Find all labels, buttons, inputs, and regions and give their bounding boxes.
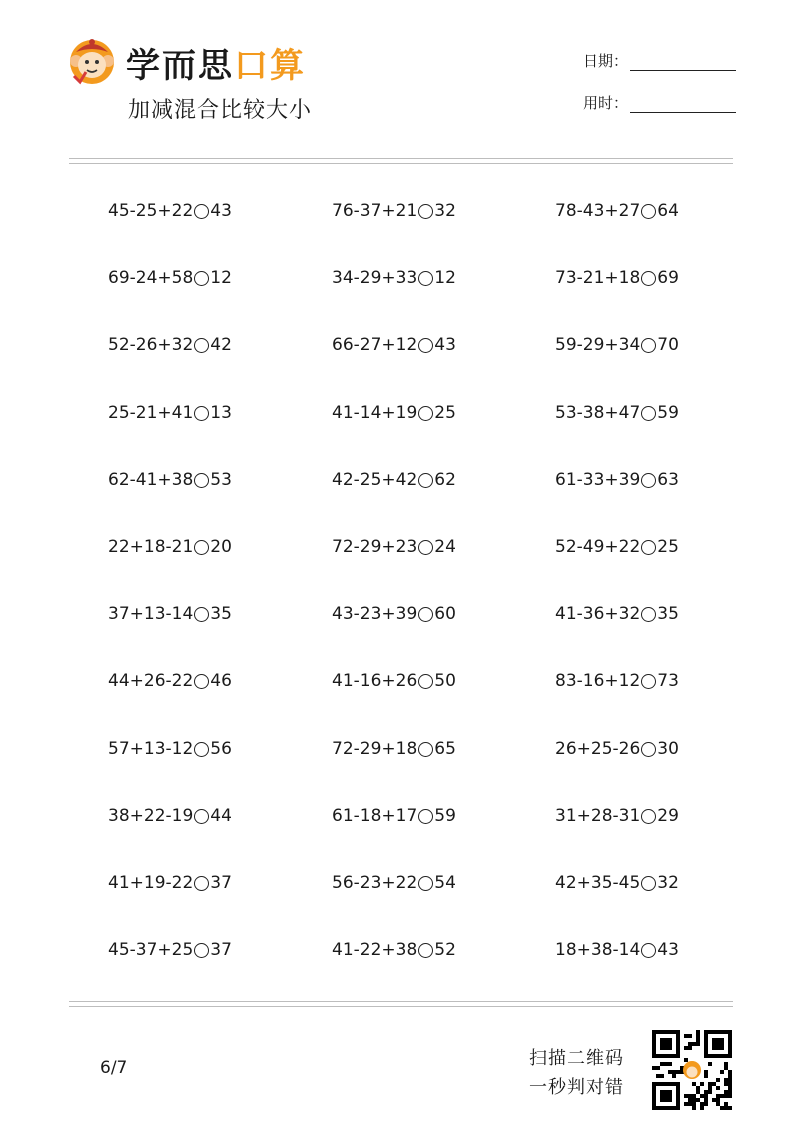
problem-compare-value: 44 xyxy=(210,805,232,826)
answer-circle[interactable] xyxy=(641,674,656,689)
problem-compare-value: 24 xyxy=(434,537,456,557)
divider-bottom-2 xyxy=(69,1006,733,1007)
problem-item xyxy=(555,267,679,289)
problem-compare-value: 32 xyxy=(434,201,456,221)
problem-compare-value: 54 xyxy=(434,873,456,893)
brand-accent: 口算 xyxy=(234,46,306,86)
problem-expression: 44+26-22 xyxy=(108,671,194,692)
problem-compare-value: 60 xyxy=(434,604,456,625)
brand-main: 学而思 xyxy=(126,46,234,86)
problem-expression: 34-29+33 xyxy=(332,268,418,289)
problem-compare-value: 35 xyxy=(657,604,679,625)
answer-circle[interactable] xyxy=(194,607,209,622)
problem-item xyxy=(332,402,456,424)
answer-circle[interactable] xyxy=(194,271,209,286)
problem-compare-value: 56 xyxy=(210,738,232,759)
answer-circle[interactable] xyxy=(641,943,656,958)
scan-text-line1: 扫描二维码 xyxy=(529,1048,624,1069)
worksheet-title: 加减混合比较大小 xyxy=(128,98,313,123)
problem-expression: 37+13-14 xyxy=(108,604,194,625)
problem-compare-value: 12 xyxy=(434,268,456,289)
problem-item xyxy=(332,805,456,827)
problem-item xyxy=(332,267,456,289)
answer-circle[interactable] xyxy=(641,540,656,555)
problem-item xyxy=(555,603,679,625)
problem-expression: 52-49+22 xyxy=(555,537,641,557)
problem-expression: 38+22-19 xyxy=(108,805,194,826)
problem-expression: 66-27+12 xyxy=(332,335,418,356)
problem-item xyxy=(108,536,232,558)
divider-top-2 xyxy=(69,163,733,164)
problem-expression: 41-36+32 xyxy=(555,604,641,625)
answer-circle[interactable] xyxy=(418,473,433,488)
problem-item xyxy=(108,939,232,961)
problem-item xyxy=(332,536,456,558)
problem-expression: 72-29+23 xyxy=(332,537,418,557)
problem-item xyxy=(108,267,232,289)
brand-title xyxy=(126,38,306,87)
problem-item xyxy=(332,738,456,760)
answer-circle[interactable] xyxy=(641,204,656,219)
problem-compare-value: 43 xyxy=(657,940,679,961)
problem-expression: 45-25+22 xyxy=(108,201,194,221)
problem-expression: 22+18-21 xyxy=(108,537,194,557)
problem-compare-value: 35 xyxy=(210,604,232,625)
answer-circle[interactable] xyxy=(418,674,433,689)
time-label: 用时： xyxy=(583,94,629,112)
problem-expression: 56-23+22 xyxy=(332,873,418,893)
problem-item xyxy=(555,334,679,356)
divider-bottom xyxy=(69,1001,733,1002)
problem-item xyxy=(108,603,232,625)
problem-compare-value: 69 xyxy=(657,268,679,289)
problem-compare-value: 12 xyxy=(210,268,232,289)
answer-circle[interactable] xyxy=(194,809,209,824)
problem-item xyxy=(108,738,232,760)
problem-expression: 42-25+42 xyxy=(332,469,418,490)
problem-expression: 69-24+58 xyxy=(108,268,194,289)
answer-circle[interactable] xyxy=(418,540,433,555)
problem-compare-value: 53 xyxy=(210,469,232,490)
answer-circle[interactable] xyxy=(194,406,209,421)
problem-item xyxy=(108,402,232,424)
problem-item xyxy=(108,334,232,356)
answer-circle[interactable] xyxy=(194,338,209,353)
problem-item xyxy=(555,536,679,558)
problem-expression: 59-29+34 xyxy=(555,335,641,356)
problem-item xyxy=(332,200,456,222)
page-number: 6/7 xyxy=(100,1058,128,1078)
problem-item xyxy=(108,670,232,692)
monkey-logo-icon xyxy=(66,34,118,86)
problem-compare-value: 65 xyxy=(434,738,456,759)
answer-circle[interactable] xyxy=(641,338,656,353)
problem-item xyxy=(555,469,679,491)
problem-item xyxy=(332,872,456,894)
problem-compare-value: 43 xyxy=(210,201,232,221)
problem-expression: 76-37+21 xyxy=(332,201,418,221)
problem-compare-value: 52 xyxy=(434,940,456,961)
answer-circle[interactable] xyxy=(418,809,433,824)
divider-top xyxy=(69,158,733,159)
problem-expression: 43-23+39 xyxy=(332,604,418,625)
problem-item xyxy=(332,670,456,692)
problem-expression: 41+19-22 xyxy=(108,873,194,893)
date-label: 日期： xyxy=(583,52,629,70)
problem-compare-value: 42 xyxy=(210,335,232,356)
answer-circle[interactable] xyxy=(418,271,433,286)
problem-expression: 73-21+18 xyxy=(555,268,641,289)
problem-expression: 61-33+39 xyxy=(555,469,641,490)
problem-item xyxy=(555,939,679,961)
problem-item xyxy=(555,872,679,894)
problem-compare-value: 63 xyxy=(657,469,679,490)
answer-circle[interactable] xyxy=(418,607,433,622)
problem-expression: 42+35-45 xyxy=(555,873,641,893)
problem-compare-value: 70 xyxy=(657,335,679,356)
answer-circle[interactable] xyxy=(418,876,433,891)
problem-item xyxy=(108,200,232,222)
problem-compare-value: 73 xyxy=(657,671,679,692)
problem-compare-value: 29 xyxy=(657,805,679,826)
problem-compare-value: 37 xyxy=(210,940,232,961)
answer-circle[interactable] xyxy=(641,607,656,622)
answer-circle[interactable] xyxy=(641,876,656,891)
answer-circle[interactable] xyxy=(194,742,209,757)
problem-item xyxy=(332,334,456,356)
answer-circle[interactable] xyxy=(641,406,656,421)
problem-expression: 83-16+12 xyxy=(555,671,641,692)
problem-item xyxy=(555,200,679,222)
date-field[interactable] xyxy=(583,50,736,71)
problem-compare-value: 20 xyxy=(210,537,232,557)
problem-compare-value: 13 xyxy=(210,402,232,423)
problem-item xyxy=(332,603,456,625)
problem-compare-value: 62 xyxy=(434,469,456,490)
answer-circle[interactable] xyxy=(194,876,209,891)
problem-item xyxy=(332,939,456,961)
answer-circle[interactable] xyxy=(418,742,433,757)
problem-expression: 18+38-14 xyxy=(555,940,641,961)
answer-circle[interactable] xyxy=(641,271,656,286)
problem-compare-value: 59 xyxy=(434,805,456,826)
problem-compare-value: 50 xyxy=(434,671,456,692)
problem-expression: 61-18+17 xyxy=(332,805,418,826)
time-field[interactable] xyxy=(583,92,736,113)
qr-code-icon[interactable] xyxy=(652,1030,732,1110)
problem-expression: 41-16+26 xyxy=(332,671,418,692)
problem-item xyxy=(108,805,232,827)
problem-item xyxy=(332,469,456,491)
scan-text-line2: 一秒判对错 xyxy=(529,1077,624,1098)
problem-compare-value: 25 xyxy=(657,537,679,557)
answer-circle[interactable] xyxy=(194,204,209,219)
problem-expression: 41-14+19 xyxy=(332,402,418,423)
answer-circle[interactable] xyxy=(418,943,433,958)
problem-expression: 26+25-26 xyxy=(555,738,641,759)
answer-circle[interactable] xyxy=(194,674,209,689)
problem-item xyxy=(555,670,679,692)
answer-circle[interactable] xyxy=(641,473,656,488)
problem-compare-value: 25 xyxy=(434,402,456,423)
problem-expression: 31+28-31 xyxy=(555,805,641,826)
date-blank[interactable] xyxy=(630,54,736,71)
answer-circle[interactable] xyxy=(418,406,433,421)
problem-compare-value: 64 xyxy=(657,201,679,221)
problem-expression: 57+13-12 xyxy=(108,738,194,759)
problem-item xyxy=(108,872,232,894)
time-blank[interactable] xyxy=(630,96,736,113)
problem-item xyxy=(555,402,679,424)
problem-compare-value: 59 xyxy=(657,402,679,423)
problem-expression: 53-38+47 xyxy=(555,402,641,423)
problem-compare-value: 43 xyxy=(434,335,456,356)
problem-item xyxy=(555,738,679,760)
problem-expression: 72-29+18 xyxy=(332,738,418,759)
answer-circle[interactable] xyxy=(641,809,656,824)
answer-circle[interactable] xyxy=(418,204,433,219)
problem-compare-value: 46 xyxy=(210,671,232,692)
problem-expression: 78-43+27 xyxy=(555,201,641,221)
answer-circle[interactable] xyxy=(194,943,209,958)
answer-circle[interactable] xyxy=(194,473,209,488)
answer-circle[interactable] xyxy=(418,338,433,353)
problem-compare-value: 30 xyxy=(657,738,679,759)
problem-item xyxy=(108,469,232,491)
problem-expression: 52-26+32 xyxy=(108,335,194,356)
answer-circle[interactable] xyxy=(641,742,656,757)
problem-expression: 45-37+25 xyxy=(108,940,194,961)
problem-item xyxy=(555,805,679,827)
problem-expression: 41-22+38 xyxy=(332,940,418,961)
problem-compare-value: 32 xyxy=(657,873,679,893)
problem-compare-value: 37 xyxy=(210,873,232,893)
answer-circle[interactable] xyxy=(194,540,209,555)
problem-expression: 25-21+41 xyxy=(108,402,194,423)
problem-expression: 62-41+38 xyxy=(108,469,194,490)
